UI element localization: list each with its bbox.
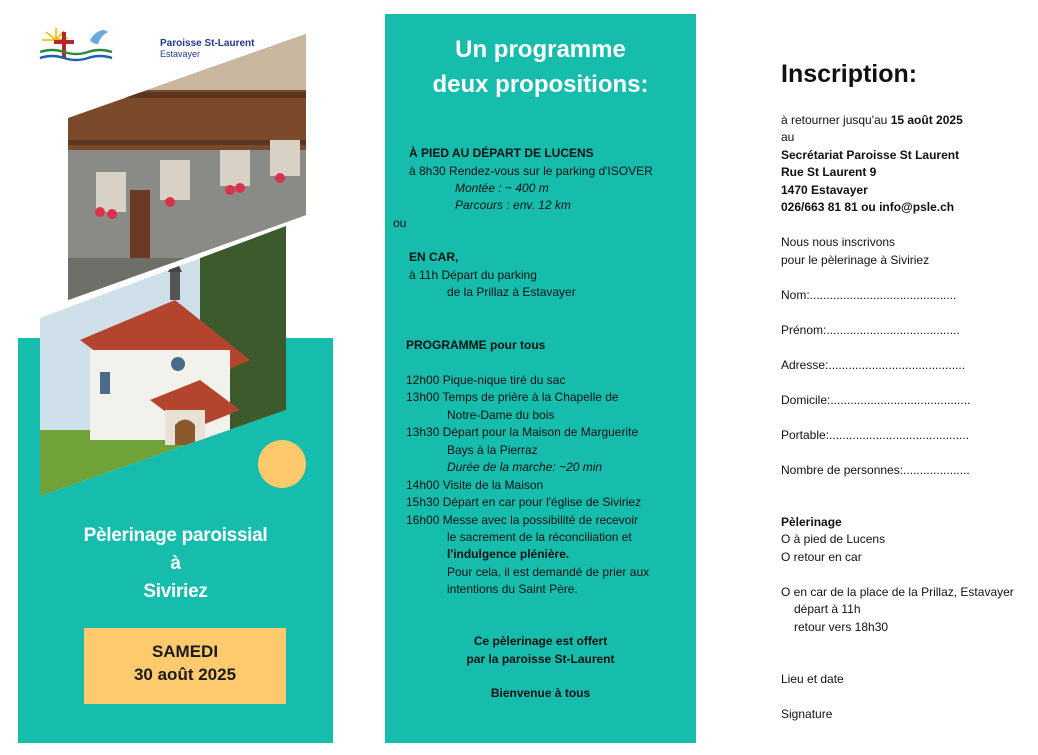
date-label: 30 août 2025 [133, 665, 237, 684]
domicile-field: Domicile:.......................................... [781, 393, 971, 407]
place-date: Lieu et date [781, 672, 844, 686]
welcome-line: Bienvenue à tous [490, 686, 591, 700]
to-label: au [781, 130, 795, 144]
option-walk: O à pied de Lucens [781, 532, 886, 546]
logo-sub: Estavayer [160, 49, 201, 59]
registration-title: Inscription: [781, 60, 918, 88]
walk-meeting: à 8h30 Rendez-vous sur le parking d'ISOVER [409, 164, 653, 178]
title-line: à [170, 553, 181, 574]
schedule-item: intentions du Saint Père. [447, 582, 578, 596]
schedule-item: 13h30 Départ pour la Maison de Marguerite [406, 425, 639, 439]
offer-line: Ce pèlerinage est offert [473, 634, 608, 648]
title-line: Siviriez [143, 581, 208, 602]
car-departure-place: de la Prillaz à Estavayer [447, 285, 576, 299]
option-return-car: O retour en car [781, 550, 862, 564]
option-car: O en car de la place de la Prillaz, Estavayer [781, 585, 1014, 599]
car-title: EN CAR, [409, 250, 459, 264]
schedule-item: Pour cela, il est demandé de prier aux [447, 565, 650, 579]
departure-time: départ à 11h [794, 602, 861, 616]
persons-field: Nombre de personnes:.................... [781, 463, 970, 477]
register-text: pour le pèlerinage à Siviriez [781, 253, 930, 267]
cover-title [18, 522, 333, 606]
return-time: retour vers 18h30 [794, 620, 889, 634]
logo-name: Paroisse St-Laurent [160, 38, 255, 49]
heading-line: deux propositions: [432, 71, 649, 98]
return-date: 15 août 2025 [890, 113, 963, 127]
contact: 026/663 81 81 ou info@psle.ch [781, 200, 955, 214]
car-departure: à 11h Départ du parking [409, 268, 537, 282]
pilgrimage-title: Pèlerinage [781, 515, 842, 529]
schedule-item: 12h00 Pique-nique tiré du sac [406, 373, 566, 387]
walk-distance: Parcours : env. 12 km [455, 198, 571, 212]
cover-panel [0, 0, 345, 755]
firstname-field: Prénom:........................................ [781, 323, 960, 337]
schedule-item: le sacrement de la réconciliation et [447, 530, 632, 544]
schedule-item: 15h30 Départ en car pour l'église de Siviriez [406, 495, 642, 509]
schedule-item: Notre-Dame du bois [447, 408, 555, 422]
walk-climb: Montée : ~ 400 m [455, 181, 549, 195]
or-label: ou [393, 216, 407, 230]
schedule-item: Durée de la marche: ~20 min [447, 460, 603, 474]
date-box [84, 628, 286, 704]
programme-title: PROGRAMME pour tous [406, 338, 546, 352]
decorative-circle [258, 440, 306, 488]
walk-title: À PIED AU DÉPART DE LUCENS [409, 146, 594, 160]
schedule-item: 14h00 Visite de la Maison [406, 478, 544, 492]
signature: Signature [781, 707, 833, 721]
phone-field: Portable:.......................................... [781, 428, 970, 442]
street: Rue St Laurent 9 [781, 165, 877, 179]
schedule-item: 16h00 Messe avec la possibilité de recevoir [406, 513, 639, 527]
schedule-item: Bays à la Pierraz [447, 443, 538, 457]
title-line: Pèlerinage paroissial [83, 525, 268, 546]
schedule-item: l'indulgence plénière. [447, 547, 570, 561]
address-field: Adresse:......................................... [781, 358, 966, 372]
return-deadline [781, 112, 963, 130]
return-prefix: à retourner jusqu'au [781, 113, 891, 127]
secretariat: Secrétariat Paroisse St Laurent [781, 148, 960, 162]
registration-panel [720, 0, 1038, 755]
day-label: SAMEDI [151, 642, 219, 661]
programme-heading [385, 32, 696, 102]
schedule-item: 13h00 Temps de prière à la Chapelle de [406, 390, 619, 404]
city: 1470 Estavayer [781, 183, 868, 197]
name-field: Nom:............................................ [781, 288, 957, 302]
programme-panel [385, 14, 696, 743]
heading-line: Un programme [455, 36, 626, 63]
register-text: Nous nous inscrivons [781, 235, 896, 249]
offer-line: par la paroisse St-Laurent [466, 652, 615, 666]
